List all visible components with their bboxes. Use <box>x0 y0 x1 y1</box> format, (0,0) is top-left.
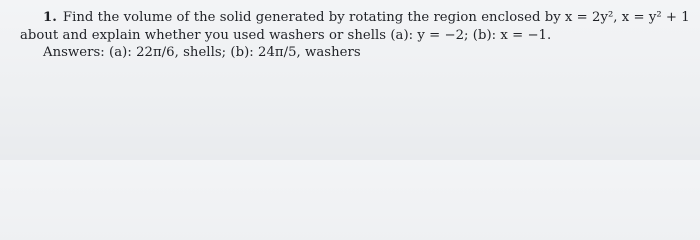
problem-number: 1. <box>43 10 57 25</box>
problem-text-line-2: about and explain whether you used washers or shells (a): y = −2; (b): x = −1. <box>20 28 552 43</box>
problem-line-1 <box>43 10 690 26</box>
problem-text-line-1: Find the volume of the solid generated by rotating the region enclosed by x = 2y², x = y² + 1 <box>62 10 690 25</box>
problem-line-2 <box>20 28 551 44</box>
answers-line <box>43 45 361 61</box>
answers-text: Answers: (a): 22π/6, shells; (b): 24π/5, washers <box>43 45 361 60</box>
